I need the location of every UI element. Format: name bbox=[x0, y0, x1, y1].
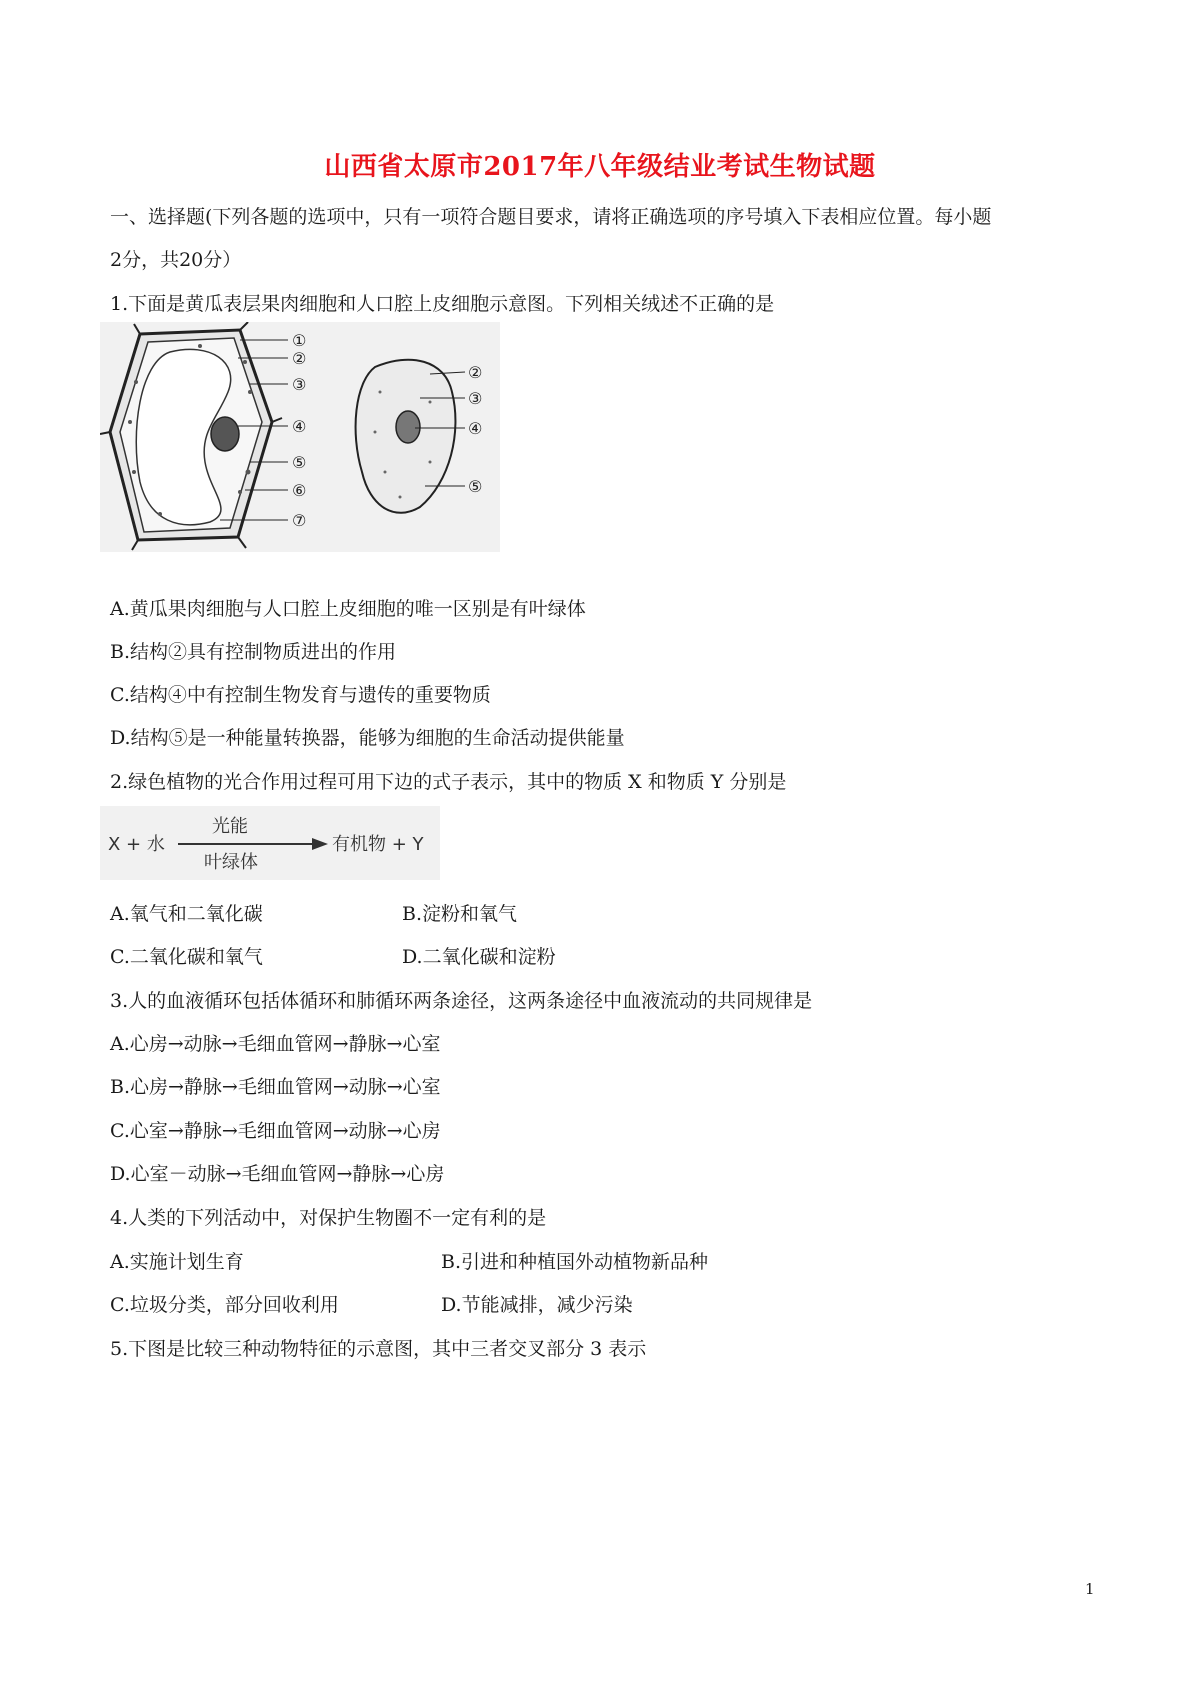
question-2-stem: 2.绿色植物的光合作用过程可用下边的式子表示，其中的物质 X 和物质 Y 分别是 bbox=[110, 771, 787, 793]
question-1-option-b: B.结构②具有控制物质进出的作用 bbox=[110, 641, 397, 663]
label-left-1: ① bbox=[292, 331, 307, 350]
question-1-option-a: A.黄瓜果肉细胞与人口腔上皮细胞的唯一区别是有叶绿体 bbox=[110, 598, 586, 620]
question-2-option-b: B.淀粉和氧气 bbox=[402, 903, 518, 925]
photosynthesis-equation-figure bbox=[100, 806, 440, 880]
question-4-option-b: B.引进和种植国外动植物新品种 bbox=[441, 1251, 709, 1273]
question-3-option-c: C.心室→静脉→毛细血管网→动脉→心房 bbox=[110, 1120, 441, 1142]
label-right-2: ② bbox=[468, 363, 483, 382]
equation-right: 有机物 + Y bbox=[332, 834, 424, 855]
question-2-option-a: A.氧气和二氧化碳 bbox=[110, 903, 263, 925]
question-4-option-c: C.垃圾分类，部分回收利用 bbox=[110, 1294, 339, 1316]
question-2-option-c: C.二氧化碳和氧气 bbox=[110, 946, 263, 968]
label-left-5: ⑤ bbox=[292, 453, 307, 472]
equation-below-arrow: 叶绿体 bbox=[204, 852, 258, 873]
question-3-option-b: B.心房→静脉→毛细血管网→动脉→心室 bbox=[110, 1076, 441, 1098]
question-4-option-d: D.节能减排，减少污染 bbox=[441, 1294, 633, 1316]
page-number: 1 bbox=[1085, 1580, 1095, 1598]
question-3-option-d: D.心室－动脉→毛细血管网→静脉→心房 bbox=[110, 1163, 445, 1185]
question-5-stem: 5.下图是比较三种动物特征的示意图，其中三者交叉部分 3 表示 bbox=[110, 1338, 647, 1360]
document-title: 山西省太原市2017年八年级结业考试生物试题 bbox=[324, 152, 876, 182]
question-1-option-c: C.结构④中有控制生物发育与遗传的重要物质 bbox=[110, 684, 491, 706]
cell-diagram-figure bbox=[100, 322, 500, 552]
label-right-5: ⑤ bbox=[468, 477, 483, 496]
question-3-stem: 3.人的血液循环包括体循环和肺循环两条途径，这两条途径中血液流动的共同规律是 bbox=[110, 990, 813, 1012]
question-2-option-d: D.二氧化碳和淀粉 bbox=[402, 946, 556, 968]
question-4-stem: 4.人类的下列活动中，对保护生物圈不一定有利的是 bbox=[110, 1207, 547, 1229]
label-left-3: ③ bbox=[292, 375, 307, 394]
label-right-4: ④ bbox=[468, 419, 483, 438]
section-instructions-line-1: 一、选择题(下列各题的选项中，只有一项符合题目要求，请将正确选项的序号填入下表相应位置。每小题 bbox=[110, 206, 992, 228]
question-1-option-d: D.结构⑤是一种能量转换器，能够为细胞的生命活动提供能量 bbox=[110, 727, 625, 749]
question-4-option-a: A.实施计划生育 bbox=[110, 1251, 244, 1273]
section-instructions-line-2: 2分，共20分） bbox=[110, 249, 242, 271]
equation-above-arrow: 光能 bbox=[212, 816, 248, 837]
question-3-option-a: A.心房→动脉→毛细血管网→静脉→心室 bbox=[110, 1033, 441, 1055]
question-1-stem: 1.下面是黄瓜表层果肉细胞和人口腔上皮细胞示意图。下列相关绒述不正确的是 bbox=[110, 293, 775, 315]
label-left-4: ④ bbox=[292, 417, 307, 436]
label-left-6: ⑥ bbox=[292, 481, 307, 500]
label-right-3: ③ bbox=[468, 389, 483, 408]
label-left-2: ② bbox=[292, 349, 307, 368]
label-left-7: ⑦ bbox=[292, 511, 307, 530]
equation-left: X + 水 bbox=[108, 834, 165, 855]
